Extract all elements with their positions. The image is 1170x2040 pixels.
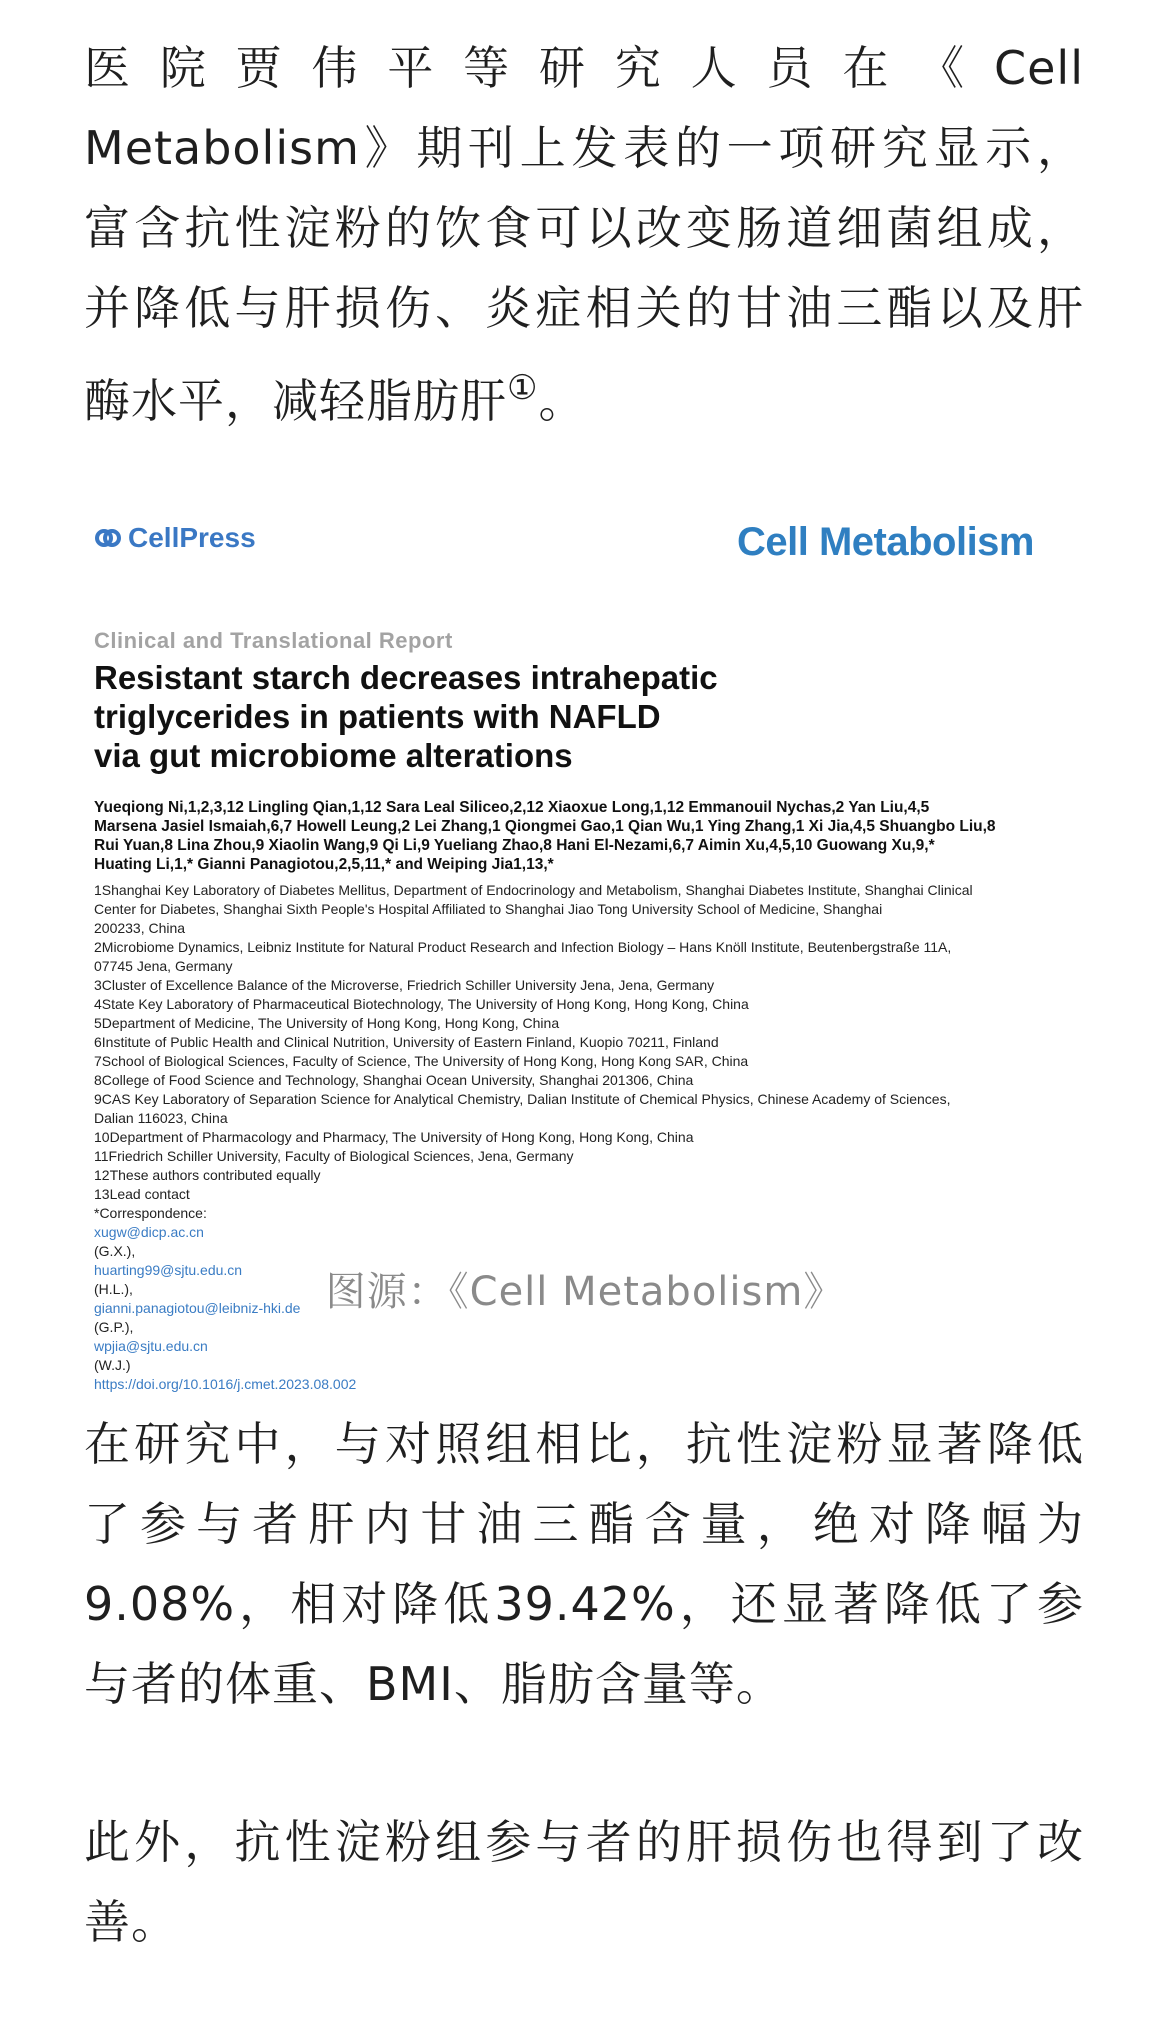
correspondence-label: *Correspondence:	[94, 1205, 207, 1221]
affiliation-line: 13Lead contact	[94, 1186, 190, 1202]
affiliation-line: 1Shanghai Key Laboratory of Diabetes Mellitus, Department of Endocrinology and Metabolism, Shanghai Diabetes Institute, Shanghai Clinical	[94, 882, 973, 898]
result-paragraph	[84, 1404, 1084, 1724]
affiliation-line: Center for Diabetes, Shanghai Sixth People's Hospital Affiliated to Shanghai Jiao Tong University School of Medicine, Shanghai	[94, 901, 883, 917]
email-link[interactable]: gianni.panagiotou@leibniz-hki.de	[94, 1300, 301, 1316]
affiliation-line: 11Friedrich Schiller University, Faculty of Biological Sciences, Jena, Germany	[94, 1148, 574, 1164]
author-list	[94, 798, 1034, 874]
author-line: Yueqiong Ni,1,2,3,12 Lingling Qian,1,12 Sara Leal Siliceo,2,12 Xiaoxue Long,1,12 Emmanouil Nychas,2 Yan Liu,4,5	[94, 799, 930, 816]
author-line: Huating Li,1,* Gianni Panagiotou,2,5,11,* and Weiping Jia1,13,*	[94, 856, 554, 873]
title-line: Resistant starch decreases intrahepatic	[94, 659, 718, 696]
punctuation: 。	[538, 374, 586, 428]
email-owner: (H.L.),	[94, 1281, 133, 1297]
email-owner: (G.X.),	[94, 1243, 136, 1259]
article-title	[94, 658, 854, 775]
footnote-marker[interactable]: ①	[507, 368, 539, 408]
title-line: triglycerides in patients with NAFLD	[94, 698, 661, 735]
affiliation-line: 7School of Biological Sciences, Faculty of Science, The University of Hong Kong, Hong Kong SAR, China	[94, 1053, 749, 1069]
text-line: 在研究中，与对照组相比，抗性淀粉显著降低	[84, 1417, 1084, 1471]
text-line: 富含抗性淀粉的饮食可以改变肠道细菌组成，	[84, 201, 1084, 255]
email-link[interactable]: xugw@dicp.ac.cn	[94, 1224, 204, 1240]
affiliation-line: 12These authors contributed equally	[94, 1167, 321, 1183]
email-link[interactable]: huarting99@sjtu.edu.cn	[94, 1262, 243, 1278]
affiliation-line: 6Institute of Public Health and Clinical Nutrition, University of Eastern Finland, Kuopio 70211, Finland	[94, 1034, 719, 1050]
text-line: 此外，抗性淀粉组参与者的肝损伤也得到了改	[84, 1815, 1084, 1869]
publisher-name: CellPress	[128, 522, 256, 553]
text-line: 医院贾伟平等研究人员在《Cell	[84, 41, 1084, 95]
title-line: via gut microbiome alterations	[94, 737, 573, 774]
closing-paragraph	[84, 1802, 1084, 1962]
affiliation-line: 07745 Jena, Germany	[94, 958, 233, 974]
author-line: Marsena Jasiel Ismaiah,6,7 Howell Leung,2 Lei Zhang,1 Qiongmei Gao,1 Qian Wu,1 Ying Zhang,1 Xi Jia,4,5 Shuangbo Liu,8	[94, 818, 996, 835]
figure-caption: 图源：《Cell Metabolism》	[325, 1269, 845, 1315]
affiliation-line: 5Department of Medicine, The University of Hong Kong, Hong Kong, China	[94, 1015, 560, 1031]
intro-paragraph	[84, 28, 1084, 428]
report-type: Clinical and Translational Report	[94, 628, 453, 653]
text-line: Metabolism》期刊上发表的一项研究显示，	[84, 121, 1084, 175]
affiliation-list	[94, 881, 1034, 1394]
cellpress-logo	[94, 522, 256, 554]
affiliation-line: 4State Key Laboratory of Pharmaceutical Biotechnology, The University of Hong Kong, Hong Kong, China	[94, 996, 749, 1012]
affiliation-line: 8College of Food Science and Technology, Shanghai Ocean University, Shanghai 201306, China	[94, 1072, 694, 1088]
affiliation-line: 10Department of Pharmacology and Pharmacy, The University of Hong Kong, Hong Kong, China	[94, 1129, 694, 1145]
cellpress-icon	[94, 524, 122, 552]
email-owner: (G.P.),	[94, 1319, 134, 1335]
text-line-last	[84, 348, 1084, 428]
text-fragment: 酶水平，减轻脂肪肝	[84, 374, 507, 428]
text-line: 9.08%，相对降低39.42%，还显著降低了参	[84, 1577, 1084, 1631]
journal-name: Cell Metabolism	[736, 520, 1034, 564]
email-link[interactable]: wpjia@sjtu.edu.cn	[94, 1338, 208, 1354]
doi-link[interactable]: https://doi.org/10.1016/j.cmet.2023.08.002	[94, 1376, 357, 1392]
affiliation-line: 2Microbiome Dynamics, Leibniz Institute for Natural Product Research and Infection Biology – Hans Knöll Institute, Beutenbergstraße 11A,	[94, 939, 952, 955]
affiliation-line: 3Cluster of Excellence Balance of the Microverse, Friedrich Schiller University Jena, Jena, Germany	[94, 977, 715, 993]
affiliation-line: Dalian 116023, China	[94, 1110, 228, 1126]
affiliation-line: 200233, China	[94, 920, 186, 936]
text-line: 并降低与肝损伤、炎症相关的甘油三酯以及肝	[84, 281, 1084, 335]
email-owner: (W.J.)	[94, 1357, 131, 1373]
author-line: Rui Yuan,8 Lina Zhou,9 Xiaolin Wang,9 Qi Li,9 Yueliang Zhao,8 Hani El-Nezami,6,7 Aimin Xu,4,5,10 Guowang Xu,9,*	[94, 837, 935, 854]
text-line: 善。	[84, 1895, 178, 1949]
text-line: 了参与者肝内甘油三酯含量，绝对降幅为	[84, 1497, 1084, 1551]
affiliation-line: 9CAS Key Laboratory of Separation Science for Analytical Chemistry, Dalian Institute of Chemical Physics, Chinese Academy of Sciences,	[94, 1091, 951, 1107]
text-line: 与者的体重、BMI、脂肪含量等。	[84, 1657, 783, 1711]
